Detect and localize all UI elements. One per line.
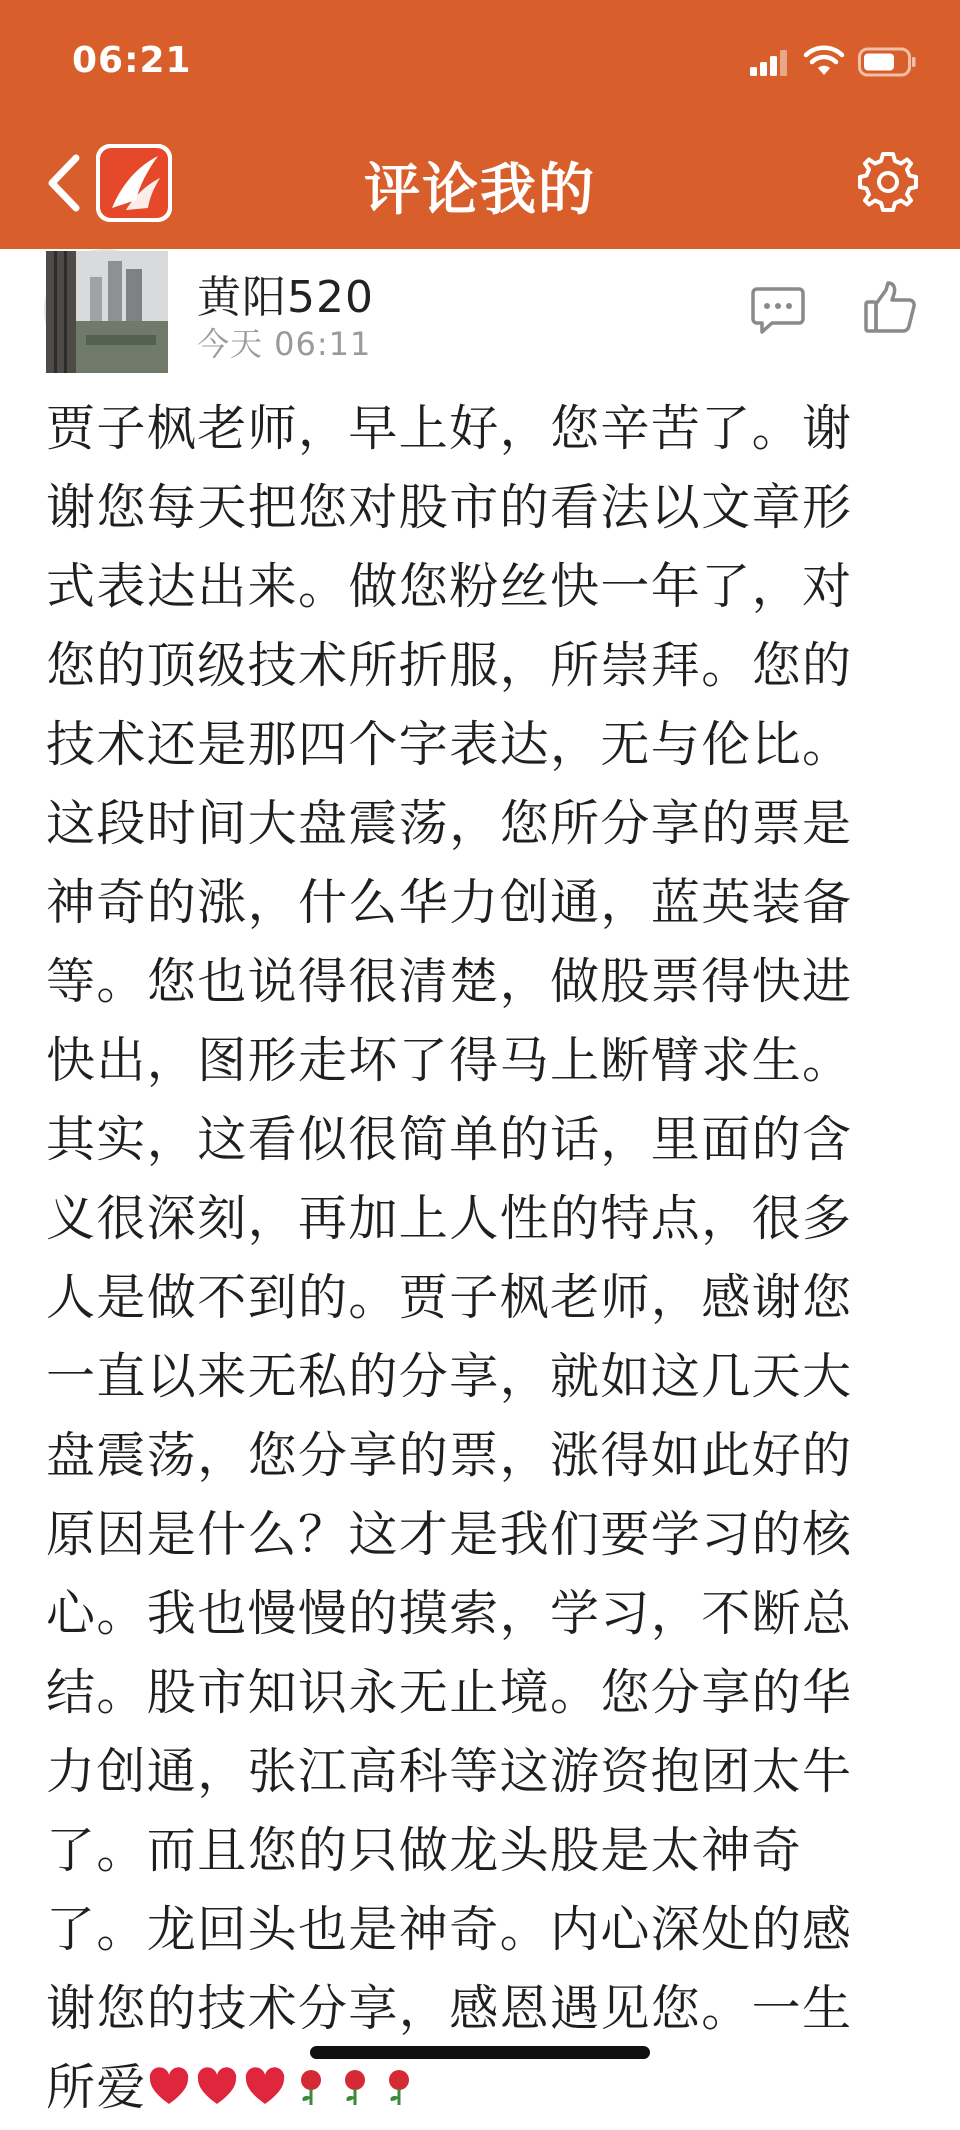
reply-button[interactable] — [750, 285, 806, 337]
gear-icon — [855, 149, 921, 219]
app-header — [0, 0, 960, 249]
nav-bar — [0, 120, 960, 249]
status-time: 06:21 — [72, 40, 192, 81]
status-icons — [750, 44, 916, 80]
rose-icon — [291, 2051, 331, 2130]
hearts-emoji-row — [147, 2051, 419, 2130]
cellular-signal-icon — [750, 48, 790, 76]
rose-icon — [379, 2051, 419, 2130]
home-indicator[interactable] — [310, 2046, 650, 2059]
comment-text: 贾子枫老师，早上好，您辛苦了。谢谢您每天把您对股市的看法以文章形式表达出来。做您粉丝快一年了，对您的顶级技术所折服，所崇拜。您的技术还是那四个字表达，无与伦比。这段时间大盘震荡，您所分享的票是神奇的涨，什么华力创通，蓝英装备等。您也说得很清楚，做股票得快进快出，图形走坏了得马上断臂求生。其实，这看似很简单的话，里面的含义很深刻，再加上人性的特点，很多人是做不到的。贾子枫老师，感谢您一直以来无私的分享，就如这几天大盘震荡，您分享的票，涨得如此好的原因是什么？这才是我们要学习的核心。我也慢慢的摸索，学习，不断总结。股市知识永无止境。您分享的华力创通，张江高科等这游资抱团太牛了。而且您的只做龙头股是太神奇了。龙回头也是神奇。内心深处的感谢您的技术分享，感恩遇见您。一生所爱 — [46, 400, 853, 2116]
comment-body — [46, 389, 884, 2130]
battery-icon — [858, 47, 916, 77]
comment-timestamp: 今天 06:11 — [197, 325, 372, 363]
page-title: 评论我的 — [364, 158, 596, 223]
like-button[interactable] — [862, 279, 918, 335]
wifi-icon — [804, 47, 844, 77]
heart-icon — [195, 2051, 239, 2130]
heart-icon — [243, 2051, 287, 2130]
heart-icon — [147, 2051, 191, 2130]
rose-icon — [335, 2051, 375, 2130]
thumbs-up-icon — [862, 320, 918, 339]
status-bar — [0, 0, 960, 120]
comment-bubble-icon — [750, 322, 806, 341]
comment-username[interactable]: 黄阳520 — [197, 272, 374, 323]
avatar[interactable] — [44, 249, 166, 371]
settings-button[interactable] — [850, 146, 926, 222]
